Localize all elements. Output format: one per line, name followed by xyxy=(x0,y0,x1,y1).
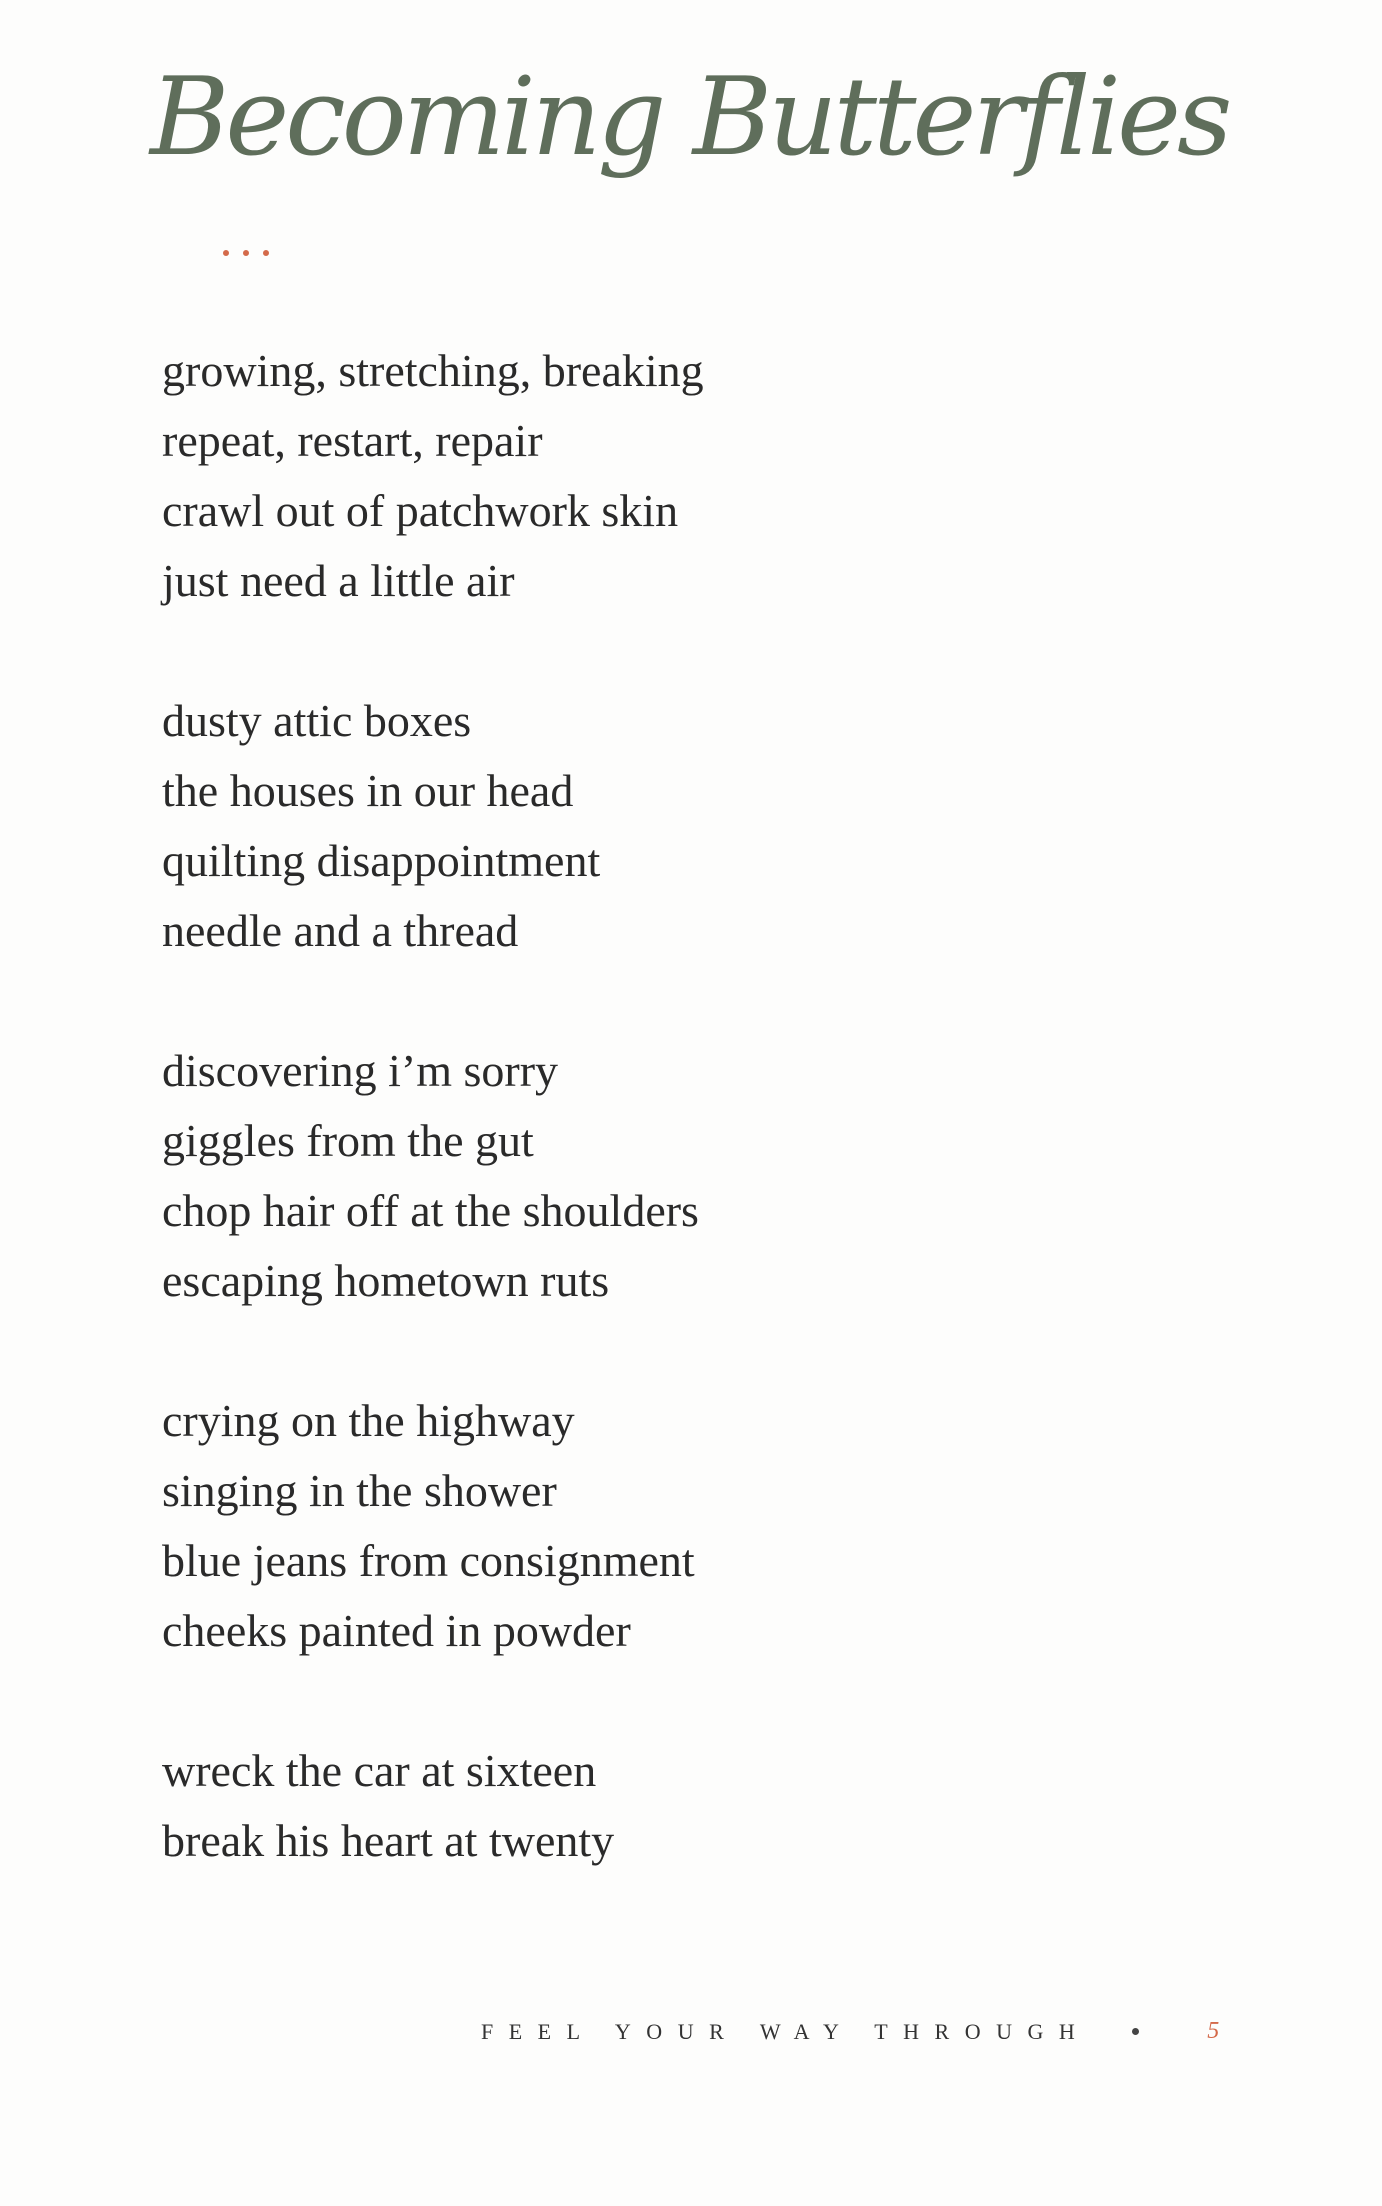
stanza-5 xyxy=(162,1736,704,1876)
poem-line: escaping hometown ruts xyxy=(162,1255,610,1306)
poem-line: break his heart at twenty xyxy=(162,1815,615,1866)
poem-line: chop hair off at the shoulders xyxy=(162,1185,699,1236)
poem-line: crawl out of patchwork skin xyxy=(162,485,679,536)
poem-line: blue jeans from consignment xyxy=(162,1535,695,1586)
poem-line: growing, stretching, breaking xyxy=(162,345,704,396)
poem-line: just need a little air xyxy=(162,555,515,606)
ornament-dot xyxy=(263,250,269,256)
stanza-4 xyxy=(162,1386,704,1666)
poem-line: needle and a thread xyxy=(162,905,519,956)
poem-line: discovering i’m sorry xyxy=(162,1045,559,1096)
poem-line: giggles from the gut xyxy=(162,1115,534,1166)
poem-title: Becoming Butterflies xyxy=(150,55,1229,180)
poem-line: repeat, restart, repair xyxy=(162,415,543,466)
poem-line: crying on the highway xyxy=(162,1395,575,1446)
stanza-2 xyxy=(162,686,704,966)
poem-line: dusty attic boxes xyxy=(162,695,472,746)
ornament-dot xyxy=(243,250,249,256)
poem-line: cheeks painted in powder xyxy=(162,1605,631,1656)
page-footer xyxy=(481,2018,1219,2045)
poem-line: the houses in our head xyxy=(162,765,574,816)
stanza-1 xyxy=(162,336,704,616)
poem-line: singing in the shower xyxy=(162,1465,557,1516)
page-number: 5 xyxy=(1207,2018,1220,2044)
bullet-icon xyxy=(1132,2028,1139,2035)
stanza-3 xyxy=(162,1036,704,1316)
running-title: FEEL YOUR WAY THROUGH xyxy=(481,2018,1091,2044)
poem-line: wreck the car at sixteen xyxy=(162,1745,597,1796)
ornament-dot xyxy=(223,250,229,256)
poem-body xyxy=(162,336,704,1946)
poem-line: quilting disappointment xyxy=(162,835,601,886)
title-ornament xyxy=(223,250,269,256)
